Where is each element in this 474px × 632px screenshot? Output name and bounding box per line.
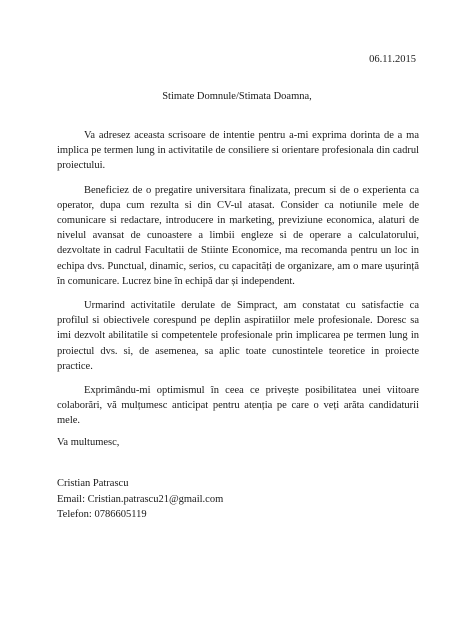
closing-line: Va multumesc, <box>57 437 120 448</box>
paragraph-intro: Va adresez aceasta scrisoare de intentie pentru a-mi exprima dorinta de a ma implica pe termen lung in activitatile de consiliere si orientare profesionala din cadrul proiectului. <box>57 130 419 172</box>
salutation: Stimate Domnule/Stimata Doamna, <box>162 91 312 102</box>
signature-email: Email: Cristian.patrascu21@gmail.com <box>57 493 224 505</box>
paragraph-qualifications: Beneficiez de o pregatire universitara finalizata, precum si de o experienta ca operator, dupa cum rezulta si din CV-ul atasat. Consider ca notiunile mele de comunicare si redactare, introducere in marketing, previziune economica, alaturi de nivelul avansat de cunoastere a limbii engleze si de operare a calculatorului, dezvoltate in cadrul Facultatii de Stiinte Economice, ma recomanda pentru un loc in echipa dvs. Punctual, dinamic, serios, cu capacități de organizare, am o mare ușurință în comunicare. Lucrez bine în echipă dar și independent. <box>57 184 419 287</box>
signature-block <box>57 476 223 523</box>
paragraph-closing-remarks: Exprimându-mi optimismul în ceea ce privește posibilitatea unei viitoare colaborări, vă mulțumesc anticipat pentru atenția pe care o veți arăta candidaturii mele. <box>57 385 419 427</box>
letter-body <box>57 128 419 438</box>
signature-phone: Telefon: 0786605119 <box>57 509 147 520</box>
paragraph-motivation: Urmarind activitatile derulate de Simpract, am constatat cu satisfactie ca profilul si obiectivele corespund pe deplin aspiratiilor mele profesionale. Doresc sa imi dezvolt abilitatile si competentele profesionale prin implicarea pe termen lung in proiectul dvs. si, de asemenea, sa aplic toate cunostintele teoretice in proiecte practice. <box>57 300 419 372</box>
letter-date: 06.11.2015 <box>369 54 416 65</box>
signature-name: Cristian Patrascu <box>57 478 129 489</box>
